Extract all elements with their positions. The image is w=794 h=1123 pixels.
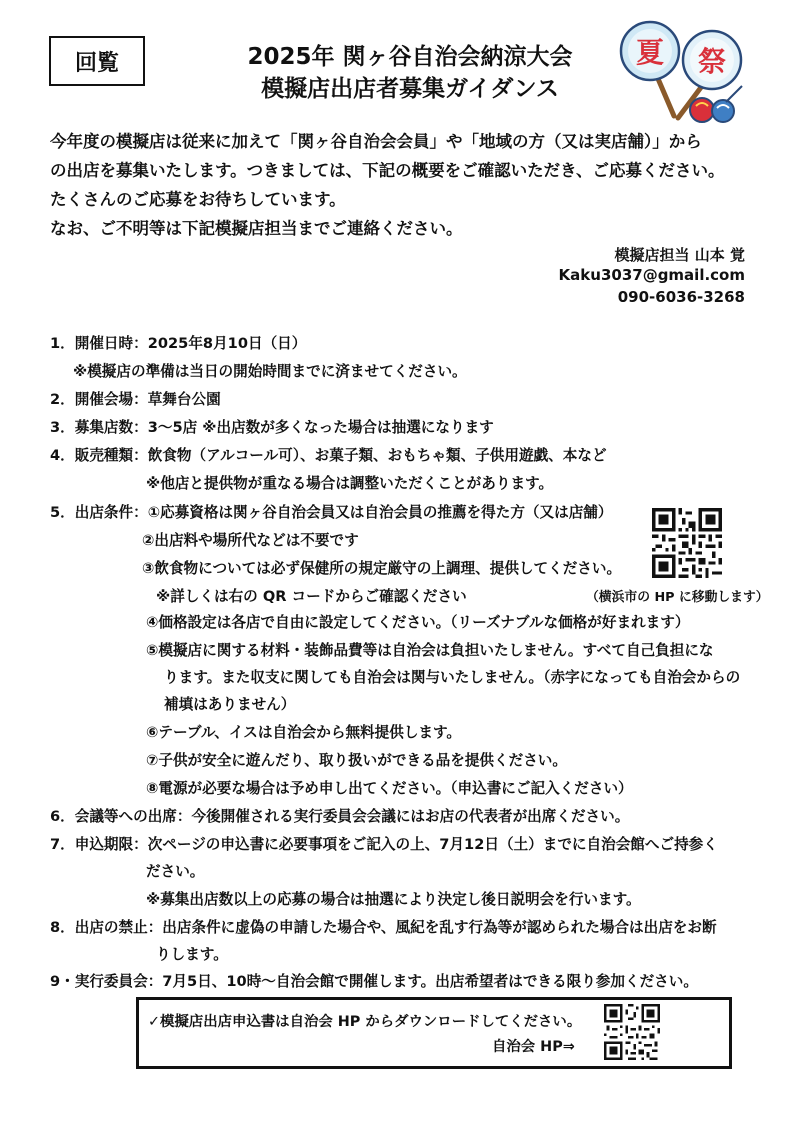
item-venue: 2．開催会場：草舞台公園 bbox=[50, 391, 221, 408]
condition-2: ②出店料や場所代などは不要です bbox=[142, 532, 359, 549]
download-notice-text: ✓模擬店出店申込書は自治会 HP からダウンロードしてください。 bbox=[148, 1014, 582, 1030]
fan-left-kanji: 夏 bbox=[635, 36, 665, 69]
item-meetings: 6．会議等への出席：今後開催される実行委員会会議にはお店の代表者が出席ください。 bbox=[50, 808, 630, 825]
item-prohibition-line-1: 8．出店の禁止：出店条件に虚偽の申請した場合や、風紀を乱す行為等が認められた場合は出店をお断 bbox=[50, 919, 717, 936]
condition-4: ④価格設定は各店で自由に設定してください。（リーズナブルな価格が好まれます） bbox=[146, 614, 690, 631]
condition-3-note: ※詳しくは右の QR コードからご確認ください bbox=[156, 588, 467, 605]
condition-3: ③飲食物については必ず保健所の規定厳守の上調理、提供してください。 bbox=[142, 560, 622, 577]
intro-line-3: たくさんのご応募をお待ちしています。 bbox=[50, 190, 346, 209]
item-conditions: 5．出店条件：①応募資格は関ヶ谷自治会員又は自治会員の推薦を得た方（又は店舗） bbox=[50, 504, 613, 521]
intro-line-4: なお、ご不明等は下記模擬店担当までご連絡ください。 bbox=[50, 219, 463, 238]
contact-email[interactable]: Kaku3037@gmail.com bbox=[558, 266, 745, 284]
contact-phone[interactable]: 090-6036-3268 bbox=[617, 288, 745, 306]
condition-7: ⑦子供が安全に遊んだり、取り扱いができる品を提供ください。 bbox=[146, 752, 567, 769]
contact-name: 模擬店担当 山本 覚 bbox=[614, 246, 745, 264]
item-date: 1．開催日時：2025年8月10日（日） bbox=[50, 335, 307, 352]
circulation-stamp bbox=[49, 36, 145, 86]
item-sales-types-note: ※他店と提供物が重なる場合は調整いただくことがあります。 bbox=[146, 475, 554, 492]
title-line-1: 2025年 関ヶ谷自治会納涼大会 bbox=[247, 44, 573, 70]
condition-5-line-2: ります。また収支に関しても自治会は関与いたしません。（赤字になっても自治会からの bbox=[164, 669, 741, 686]
condition-5-line-1: ⑤模擬店に関する材料・装飾品費等は自治会は負担いたしません。すべて自己負担にな bbox=[146, 642, 714, 659]
item-prohibition-line-2: りします。 bbox=[156, 946, 228, 963]
condition-8: ⑧電源が必要な場合は予め申し出てください。（申込書にご記入ください） bbox=[146, 780, 633, 797]
item-committee: 9・実行委員会：7月5日、10時～自治会館で開催します。出店希望者はできる限り参加ください。 bbox=[50, 973, 698, 990]
item-deadline-note: ※募集出店数以上の応募の場合は抽選により決定し後日説明会を行います。 bbox=[146, 891, 641, 908]
association-hp-qr-code-icon[interactable] bbox=[604, 1004, 660, 1060]
condition-6: ⑥テーブル、イスは自治会から無料提供します。 bbox=[146, 724, 462, 741]
association-hp-link[interactable]: 自治会 HP⇒ bbox=[492, 1039, 575, 1055]
summer-festival-fans-icon bbox=[616, 16, 766, 126]
fan-right-kanji: 祭 bbox=[697, 45, 727, 78]
intro-line-2: の出店を募集いたします。つきましては、下記の概要をご確認いただき、ご応募ください。 bbox=[50, 161, 725, 180]
item-deadline-line-1: 7．申込期限：次ページの申込書に必要事項をご記入の上、7月12日（土）までに自治会館へご持参く bbox=[50, 836, 718, 853]
condition-5-line-3: 補填はありません） bbox=[164, 696, 296, 713]
yokohama-qr-code-icon[interactable] bbox=[652, 508, 722, 578]
intro-line-1: 今年度の模擬店は従来に加えて「関ヶ谷自治会会員」や「地域の方（又は実店舗）」から bbox=[50, 132, 702, 151]
qr-caption-yokohama: （横浜市の HP に移動します） bbox=[586, 590, 769, 605]
item-date-note: ※模擬店の準備は当日の開始時間までに済ませてください。 bbox=[73, 363, 467, 380]
circulation-stamp-label: 回覧 bbox=[74, 50, 119, 76]
item-deadline-line-2: ださい。 bbox=[146, 863, 205, 880]
item-shop-count: 3．募集店数：3～5店 ※出店数が多くなった場合は抽選になります bbox=[50, 419, 494, 436]
item-sales-types: 4．販売種類：飲食物（アルコール可）、お菓子類、おもちゃ類、子供用遊戯、本など bbox=[50, 447, 607, 464]
title-line-2: 模擬店出店者募集ガイダンス bbox=[261, 76, 559, 102]
